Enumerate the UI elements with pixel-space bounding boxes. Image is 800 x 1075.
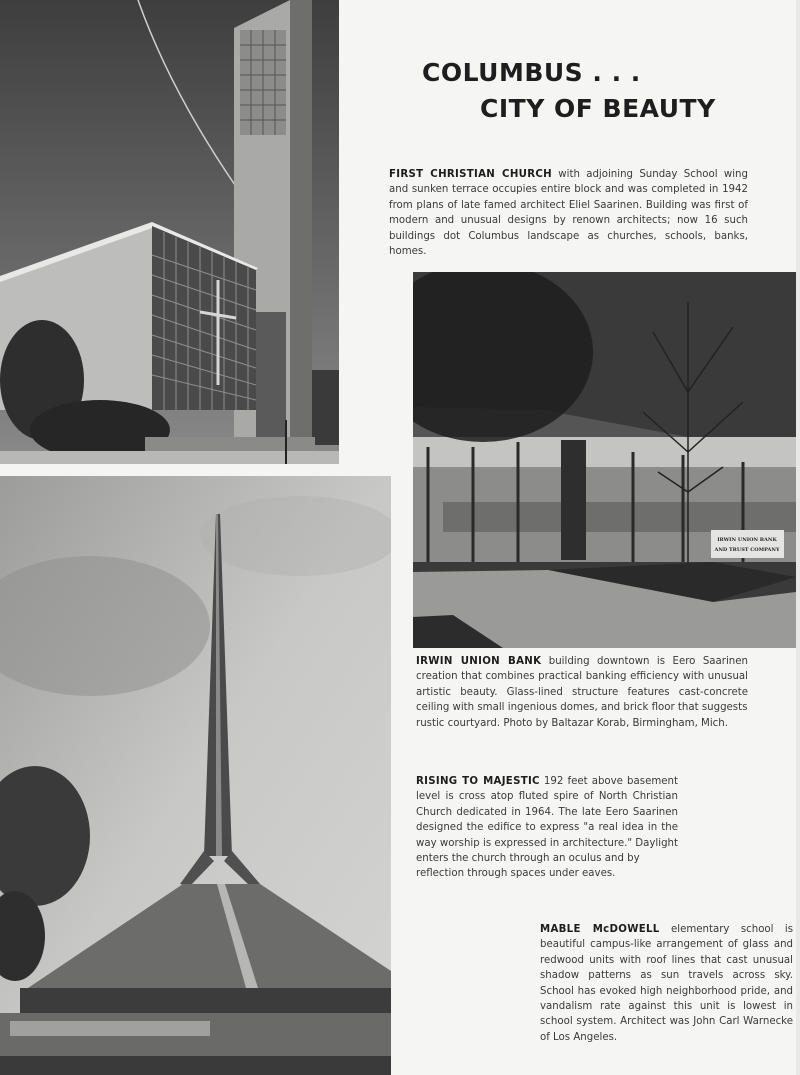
- photo-first-christian-church: [0, 0, 339, 464]
- page-title-line-2: CITY OF BEAUTY: [480, 94, 716, 123]
- sidewalk: [0, 451, 339, 464]
- caption-lead: IRWIN UNION BANK: [416, 656, 542, 667]
- caption-north-christian-church: [416, 774, 678, 882]
- steps: [145, 437, 315, 451]
- caption-body: building downtown is Eero Saarinen creation that combines practical banking efficiency with unusual artistic beauty. Glass-lined structure features cast-concrete ceiling with small ingenious domes, and brick floor that suggests: [416, 656, 748, 714]
- north-christian-church-image: [0, 476, 391, 1075]
- column: [561, 440, 586, 560]
- page-edge: [796, 0, 800, 1075]
- caption-mable-mcdowell-school: [540, 922, 793, 1045]
- bank-sign-line-1: IRWIN UNION BANK: [717, 537, 777, 543]
- caption-irwin-union-bank: [416, 654, 748, 731]
- caption-body: elementary school is beautiful campus-like arrangement of glass and redwood units with roof lines that cast unusual shadow patterns as sun travels across sky. School has evoked high neighborhood pride, and vandalism rate against this unit is lowest in school system. Architect was John Carl Warnecke of Los Angeles.: [540, 924, 794, 1043]
- bank-sign-line-2: AND TRUST COMPANY: [714, 547, 780, 553]
- caption-first-christian-church: [389, 167, 748, 259]
- page-title-line-1: COLUMBUS . . .: [422, 58, 641, 87]
- caption-lead: MABLE McDOWELL: [540, 924, 660, 935]
- caption-body: 192 feet above basement level is cross atop fluted spire of North Christian Church dedicated in 1964. The late Eero Saarinen designed the edifice to express "a real idea in the way worship is expressed in architecture." Daylight enters the church through an oculus and by: [416, 776, 678, 865]
- irwin-union-bank-image: [413, 272, 796, 648]
- caption-body: with adjoining Sunday School wing and sunken terrace occupies entire block and was completed in 1942 from plans of late famed architect Eliel Saarinen. Building was first of modern and unusual designs by renown architects; now 16 such buildings dot Columbus landscape as churches, schools, banks, homes.: [389, 169, 748, 258]
- caption-lead: RISING TO MAJESTIC: [416, 776, 540, 787]
- first-christian-church-image: [0, 0, 339, 464]
- caption-last-line: reflection through spaces under eaves.: [416, 868, 616, 880]
- caption-last-line: rustic courtyard. Photo by Baltazar Korab, Birmingham, Mich.: [416, 717, 728, 729]
- photo-irwin-union-bank: [413, 272, 796, 648]
- church-base: [20, 988, 391, 1013]
- photo-north-christian-church: [0, 476, 391, 1075]
- bank-sign: [711, 530, 784, 558]
- caption-lead: FIRST CHRISTIAN CHURCH: [389, 169, 552, 180]
